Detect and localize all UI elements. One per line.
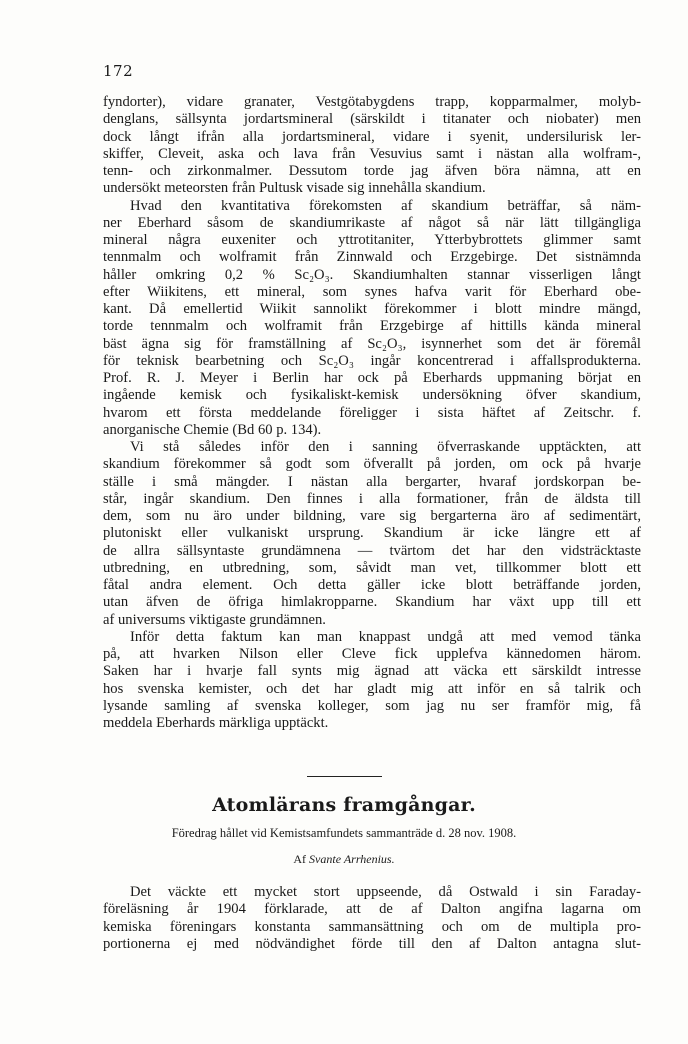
text-line: lysande samling af svenska kolleger, som jag nu ser framför mig, få xyxy=(103,697,641,714)
text-line: på, att hvarken Nilson eller Cleve fick upplefva kännedomen härom. xyxy=(103,646,641,662)
text-line: kant. Då emellertid Wiikit sannolikt förekommer i blott mindre mängd, xyxy=(103,301,641,317)
text-line: ställe i små mängder. I nästan alla bergarter, hvaraf jordskorpan be- xyxy=(103,473,641,490)
text-line: torde tennmalm och wolframit från Erzgebirge af hittills kända mineral xyxy=(103,318,641,335)
text-line: fåtal andra element. Och detta gäller icke blott beträffande jorden, xyxy=(103,577,641,593)
text-line: står, ingår skandium. Den finnes i alla formationer, från de äldsta till xyxy=(103,490,641,507)
text-line: de allra sällsyntaste grundämnena — tvärtom det har den vidsträcktaste xyxy=(103,542,641,559)
text-line: Saken har i hvarje fall synts mig ägnad att väcka ett särskildt intresse xyxy=(103,663,641,680)
text-line: Inför detta faktum kan man knappast undgå att med vemod tänka xyxy=(130,628,641,645)
paragraph-1 xyxy=(103,94,641,198)
text-line: håller omkring 0,2 % Sc₂O₃. Skandiumhalten stannar visserligen långt xyxy=(103,266,641,283)
text-line: utbredning, en utbredning, som, såvidt man vet, tillkommer blott ett xyxy=(103,559,641,576)
text-line: för teknisk bearbetning och Sc₂O₃ ingår koncentrerad i affallsprodukterna. xyxy=(103,352,641,369)
section-divider xyxy=(307,776,382,777)
text-line: tenn- och zirkonmalmer. Dessutom torde jag äfven böra nämna, att en xyxy=(103,163,641,179)
text-line: meddela Eberhards märkliga upptäckt. xyxy=(103,715,329,731)
page-number: 172 xyxy=(103,62,134,80)
text-line: skiffer, Cleveit, aska och lava från Vesuvius samt i nästan alla wolfram-, xyxy=(103,145,641,162)
paragraph-3 xyxy=(103,439,641,629)
text-line: mineral några euxeniter och yttrotitaniter, Ytterbybrottets glimmer samt xyxy=(103,232,641,248)
text-line: tennmalm och wolframit från Zinnwald och Erzgebirge. Det sistnämnda xyxy=(103,249,641,266)
text-line: skandium förekommer så godt som öfverallt på jorden, om ock på hvarje xyxy=(103,456,641,473)
text-line: denglans, sällsynta jordartsmineral (särskildt i titanater och niobater) men xyxy=(103,111,641,128)
text-line: dem, som nu äro under bildning, vare sig bergarterna äro af sedimentärt, xyxy=(103,508,641,524)
article-subtitle: Föredrag hållet vid Kemistsamfundets sammanträde d. 28 nov. 1908. xyxy=(171,826,517,840)
article-title: Atomlärans framgångar. xyxy=(212,794,476,816)
text-line: utan äfven de öfriga himlakropparne. Skandium har växt upp till ett xyxy=(103,594,641,611)
article-paragraph-1 xyxy=(103,884,641,953)
text-line: bäst ägna sig för framställning af Sc₂O₃, isynnerhet som det är föremål xyxy=(103,335,641,352)
text-line: Det väckte ett mycket stort uppseende, då Ostwald i sin Faraday- xyxy=(130,884,641,900)
text-line: hvarom ett första meddelande föreligger i sista häftet af Zeitschr. f. xyxy=(103,404,641,421)
text-line: hos svenska kemister, och det har gladt mig att inför en så talrik och xyxy=(103,680,641,697)
text-line: Hvad den kvantitativa förekomsten af skandium beträffar, så näm- xyxy=(130,197,641,214)
article-body xyxy=(103,884,641,953)
text-line: fyndorter), vidare granater, Vestgötabygdens trapp, kopparmalmer, molyb- xyxy=(103,94,641,110)
author-name: Svante Arrhenius. xyxy=(309,852,395,866)
text-line: efter Wiikitens, ett mineral, som synes hafva varit för Eberhard obe- xyxy=(103,283,641,300)
text-line: portionerna ej med nödvändighet förde till den af Dalton antagna slut- xyxy=(103,935,641,952)
article-author xyxy=(0,852,688,867)
text-line: Prof. R. J. Meyer i Berlin har ock på Eberhards uppmaning börjat en xyxy=(103,370,641,386)
text-line: af universums viktigaste grundämnen. xyxy=(103,611,326,628)
text-line: dock långt ifrån alla jordartsmineral, vidare i syenit, undersilurisk ler- xyxy=(103,128,641,145)
text-line: ingående kemisk och fysikaliskt-kemisk undersökning öfver skandium, xyxy=(103,387,641,404)
text-line: föreläsning år 1904 förklarade, att de af Dalton angifna lagarna om xyxy=(103,901,641,918)
text-line: undersökt meteorsten från Pultusk visade sig innehålla skandium. xyxy=(103,180,486,197)
text-line: ner Eberhard såsom de skandiumrikaste af något så när lätt tillgängliga xyxy=(103,214,641,231)
paragraph-4 xyxy=(103,629,641,733)
paragraph-2 xyxy=(103,198,641,440)
text-line: plutoniskt eller vulkaniskt ursprung. Skandium är icke längre ett af xyxy=(103,525,641,542)
text-line: Vi stå således inför den i sanning öfverraskande upptäckten, att xyxy=(130,439,641,455)
author-prefix: Af xyxy=(293,852,307,866)
text-line: kemiska föreningars konstanta sammansättning och om de multipla pro- xyxy=(103,918,641,935)
text-line: anorganische Chemie (Bd 60 p. 134). xyxy=(103,421,322,438)
body-text xyxy=(103,94,641,732)
